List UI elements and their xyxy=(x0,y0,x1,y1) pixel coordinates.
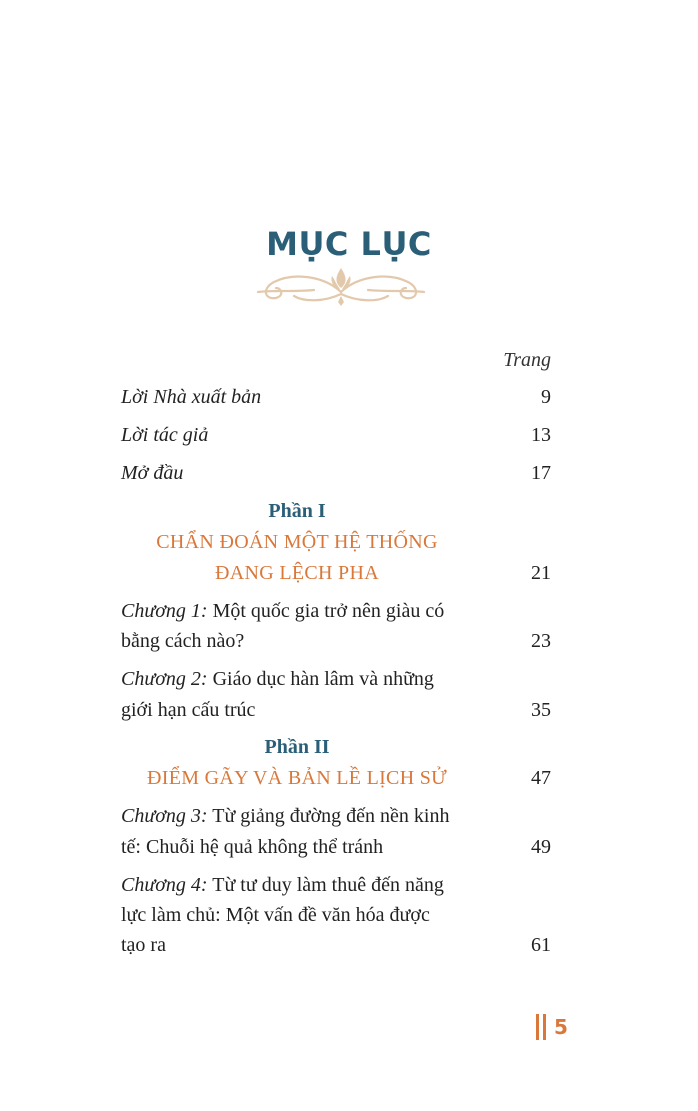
page-footer xyxy=(536,1012,568,1042)
chapter-title-line: tạo ra xyxy=(121,934,166,956)
toc-entry[interactable] xyxy=(121,382,551,412)
footer-bars-icon xyxy=(536,1014,546,1040)
chapter-title-line: giới hạn cấu trúc xyxy=(121,699,256,721)
chapter-title-line: lực làm chủ: Một vấn đề văn hóa được xyxy=(121,904,430,926)
toc-chapter-continued[interactable] xyxy=(121,930,551,960)
toc-chapter[interactable] xyxy=(121,801,551,831)
toc-entry-label: Mở đầu xyxy=(121,462,184,484)
toc-entry-page: 9 xyxy=(541,386,551,408)
toc-entry-page: 13 xyxy=(531,424,551,446)
toc-entry-page: 17 xyxy=(531,462,551,484)
page-title: MỤC LỤC xyxy=(266,225,432,263)
toc-chapter-continued[interactable] xyxy=(121,832,551,862)
toc-entry-label: Lời tác giả xyxy=(121,424,209,446)
chapter-title-line: Một quốc gia trở nên giàu có xyxy=(212,600,445,622)
part-label: Phần II xyxy=(264,736,330,758)
part-page: 21 xyxy=(531,562,551,584)
part-title-line[interactable]: ĐANG LỆCH PHA xyxy=(215,562,379,584)
toc-chapter[interactable] xyxy=(121,870,551,900)
chapter-title-line: bằng cách nào? xyxy=(121,630,245,652)
toc-entry-page: 49 xyxy=(531,836,551,858)
part-title-line[interactable]: CHẨN ĐOÁN MỘT HỆ THỐNG xyxy=(156,531,438,553)
page-number: 5 xyxy=(554,1015,568,1039)
chapter-prefix: Chương 3: xyxy=(121,805,208,827)
chapter-prefix: Chương 2: xyxy=(121,668,208,690)
toc-chapter[interactable] xyxy=(121,664,551,694)
toc-chapter-continued[interactable] xyxy=(121,900,551,930)
toc-chapter[interactable] xyxy=(121,596,551,626)
toc-chapter-continued[interactable] xyxy=(121,695,551,725)
toc-chapter-continued[interactable] xyxy=(121,626,551,656)
toc-entry-page: 23 xyxy=(531,630,551,652)
toc-entry[interactable] xyxy=(121,420,551,450)
chapter-title-line: Từ tư duy làm thuê đến năng xyxy=(212,874,444,896)
chapter-title-line: tế: Chuỗi hệ quả không thể tránh xyxy=(121,836,384,858)
chapter-prefix: Chương 4: xyxy=(121,874,208,896)
chapter-title-line: Từ giảng đường đến nền kinh xyxy=(212,805,450,827)
part-label: Phần I xyxy=(268,500,326,522)
part-title-line[interactable]: ĐIỂM GÃY VÀ BẢN LỀ LỊCH SỬ xyxy=(147,767,447,789)
toc-entry[interactable] xyxy=(121,458,551,488)
chapter-prefix: Chương 1: xyxy=(121,600,208,622)
ornament-divider xyxy=(254,262,428,308)
toc-entry-page: 61 xyxy=(531,934,551,956)
toc-entry-label: Lời Nhà xuất bản xyxy=(121,386,262,408)
toc-entry-page: 35 xyxy=(531,699,551,721)
chapter-title-line: Giáo dục hàn lâm và những xyxy=(212,668,434,690)
page-column-header: Trang xyxy=(503,349,551,371)
part-page: 47 xyxy=(531,767,551,789)
